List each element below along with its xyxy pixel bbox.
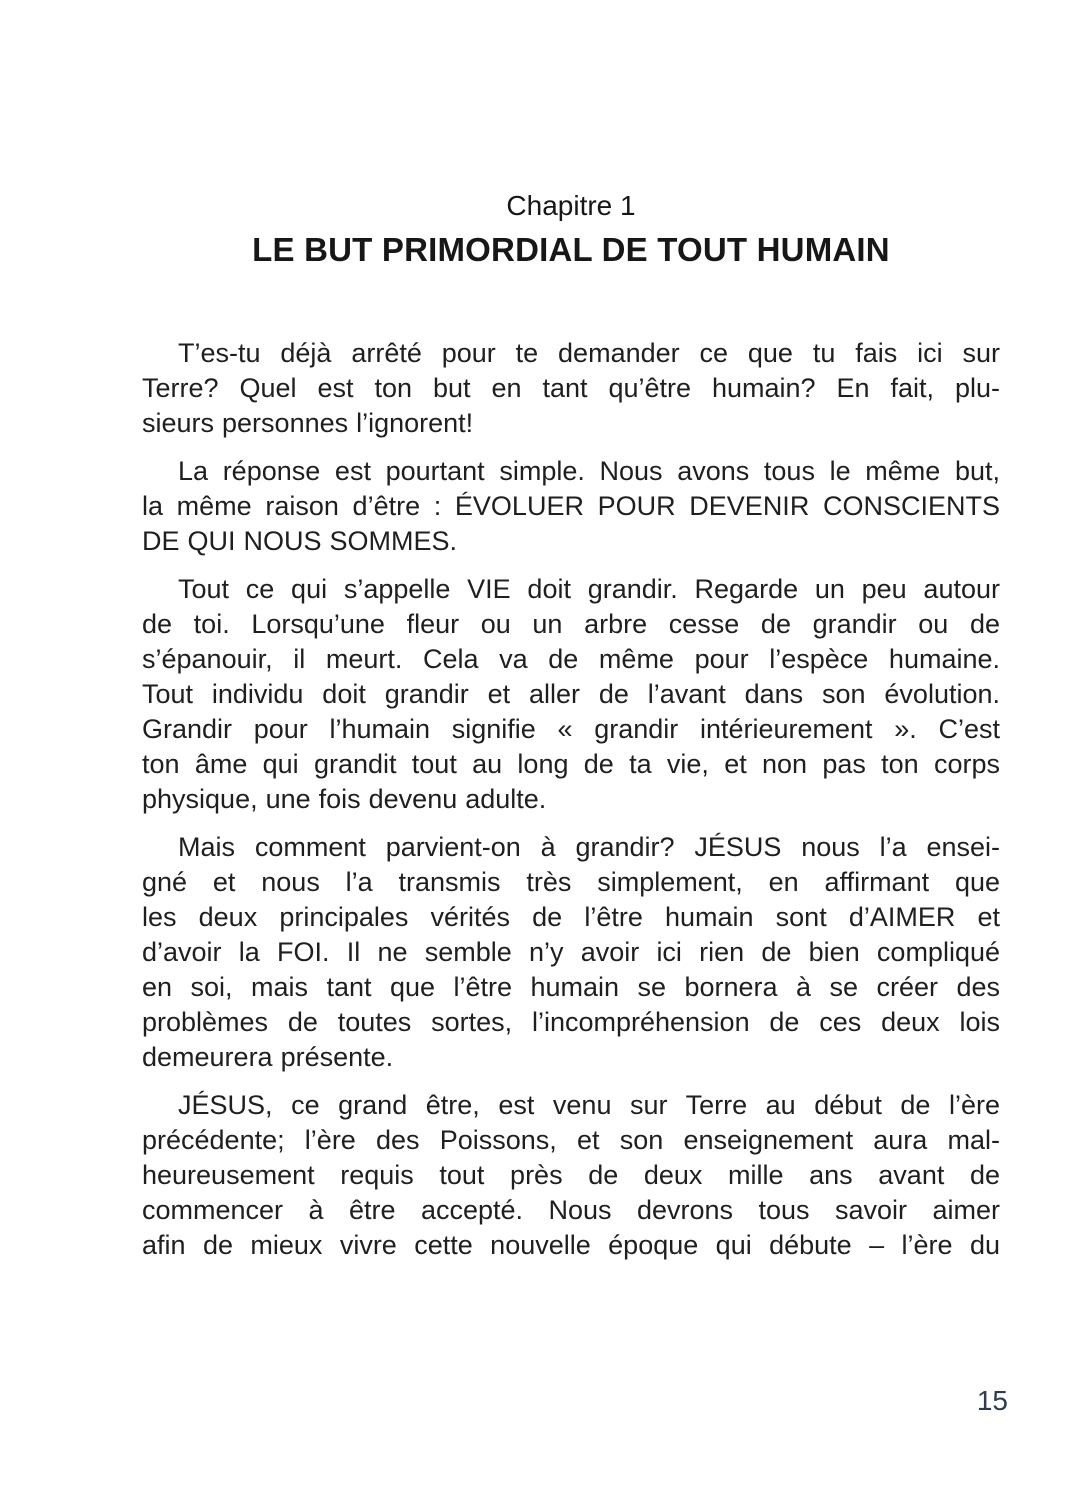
- text-line: en soi, mais tant que l’être humain se bornera à se créer des: [142, 972, 1000, 1002]
- text-line: Tout individu doit grandir et aller de l’avant dans son évolution.: [142, 679, 1000, 709]
- text-line: la même raison d’être : ÉVOLUER POUR DEVENIR CONSCIENTS: [142, 491, 1000, 521]
- text-line: La réponse est pourtant simple. Nous avons tous le même but,: [178, 456, 1000, 486]
- text-line: sieurs personnes l’ignorent!: [142, 408, 474, 438]
- page-number: 15: [976, 1385, 1008, 1416]
- text-line: commencer à être accepté. Nous devrons tous savoir aimer: [142, 1195, 1000, 1225]
- text-line: d’avoir la FOI. Il ne semble n’y avoir ici rien de bien compliqué: [142, 937, 1000, 967]
- page-content: [142, 190, 1000, 1276]
- text-line: T’es-tu déjà arrêté pour te demander ce que tu fais ici sur: [178, 338, 1000, 368]
- text-line: demeurera présente.: [142, 1042, 394, 1072]
- text-line: Mais comment parvient-on à grandir? JÉSUS nous l’a ensei-: [178, 832, 1000, 862]
- text-line: heureusement requis tout près de deux mille ans avant de: [142, 1160, 1000, 1190]
- text-line: Tout ce qui s’appelle VIE doit grandir. Regarde un peu autour: [178, 574, 1000, 604]
- text-line: s’épanouir, il meurt. Cela va de même pour l’espèce humaine.: [142, 644, 1000, 674]
- text-line: gné et nous l’a transmis très simplement, en affirmant que: [142, 867, 1000, 897]
- paragraph: [142, 830, 1000, 1075]
- text-line: les deux principales vérités de l’être humain sont d’AIMER et: [142, 902, 1000, 932]
- text-line: Grandir pour l’humain signifie « grandir intérieurement ». C’est: [142, 714, 1000, 744]
- text-line: DE QUI NOUS SOMMES.: [142, 526, 458, 556]
- paragraph: [142, 572, 1000, 817]
- paragraph: [142, 336, 1000, 441]
- text-line: JÉSUS, ce grand être, est venu sur Terre au début de l’ère: [178, 1090, 1000, 1120]
- text-line: Terre? Quel est ton but en tant qu’être humain? En fait, plu-: [142, 373, 1000, 403]
- text-line: précédente; l’ère des Poissons, et son enseignement aura mal-: [142, 1125, 1000, 1155]
- paragraph: [142, 1088, 1000, 1263]
- text-line: physique, une fois devenu adulte.: [142, 784, 547, 814]
- text-line: problèmes de toutes sortes, l’incompréhension de ces deux lois: [142, 1007, 1000, 1037]
- text-line: afin de mieux vivre cette nouvelle époque qui débute – l’ère du: [142, 1230, 1000, 1260]
- chapter-label: Chapitre 1: [506, 190, 636, 221]
- body-text: [142, 336, 1000, 1263]
- text-line: ton âme qui grandit tout au long de ta vie, et non pas ton corps: [142, 749, 1000, 779]
- paragraph: [142, 454, 1000, 559]
- text-line: de toi. Lorsqu’une fleur ou un arbre cesse de grandir ou de: [142, 609, 1000, 639]
- chapter-title: LE BUT PRIMORDIAL DE TOUT HUMAIN: [252, 231, 890, 268]
